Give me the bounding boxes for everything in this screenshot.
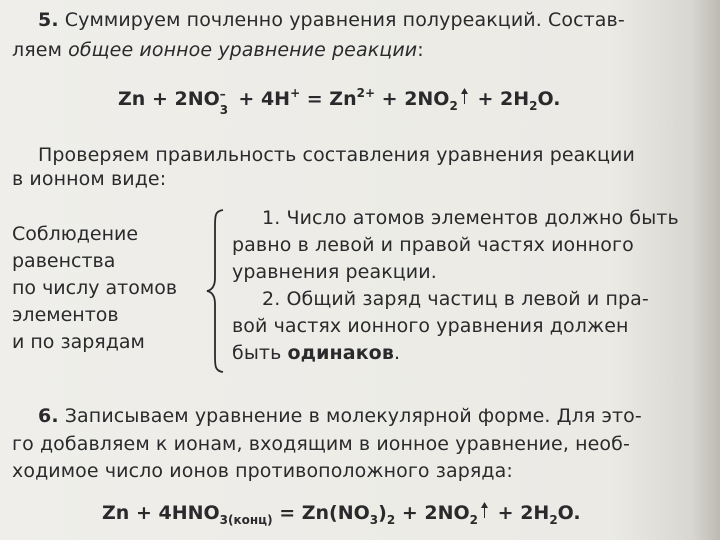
step6-line2: го добавляем к ионам, входящим в ионное уравнение, необ- [12, 433, 630, 455]
criteria-line: Соблюдение [12, 223, 139, 245]
rule2-line3 [232, 341, 400, 365]
eq2-plus: + [497, 502, 514, 524]
eq1-zn-charge: 2+ [356, 86, 376, 100]
eq2-h2o-subscript: 2 [549, 513, 558, 527]
eq2-h2o: 2H [520, 502, 550, 524]
eq2-no2: 2NO [424, 502, 470, 524]
criteria-line: элементов [12, 304, 119, 326]
eq1-no2-subscript: 2 [449, 99, 458, 113]
rule2-text-bold: одинаков [287, 342, 394, 364]
rule1-line2: равно в левой и правой частях ионного [232, 234, 634, 256]
eq2-plus: + [135, 502, 152, 524]
rule2-line2: вой частях ионного уравнения должен [232, 315, 629, 337]
eq1-no3-subscript: 3 [219, 103, 229, 117]
rule1-line1: 1. Число атомов элементов должно быть [262, 207, 679, 229]
criteria-line: по числу атомов [12, 277, 178, 299]
ionic-equation [118, 86, 561, 117]
check-line2: в ионном виде: [12, 168, 167, 190]
criteria-line: и по зарядам [12, 331, 145, 353]
eq2-salt-subscript: 3 [369, 513, 379, 527]
step5-text2-italic: общее ионное уравнение реакции [68, 39, 418, 61]
eq2-salt-close: ) [378, 502, 387, 524]
rule2-text-prefix: быть [232, 342, 288, 364]
eq1-h2o: 2H [500, 88, 530, 110]
eq1-h: 4H [260, 88, 291, 110]
eq1-plus: + [151, 88, 168, 110]
eq1-plus: + [381, 88, 398, 110]
eq2-zn: Zn [102, 502, 130, 524]
eq1-no3: 2NO [174, 88, 220, 110]
eq1-h2o-end: O. [537, 88, 561, 110]
step6-line3: ходимое число ионов противоположного заряда: [12, 460, 513, 482]
criteria-label [12, 221, 177, 356]
gas-arrow-icon [460, 87, 469, 105]
step5-line2 [12, 38, 424, 62]
step5-text1: Суммируем почленно уравнения полуреакций. Состав- [64, 9, 625, 31]
eq2-plus: + [401, 502, 418, 524]
eq1-plus: + [238, 88, 255, 110]
molecular-equation [102, 500, 581, 526]
eq1-plus: + [477, 88, 494, 110]
eq2-hno3: 4HNO [158, 502, 220, 524]
criteria-line: равенства [12, 250, 116, 272]
rule1-line3: уравнения реакции. [232, 261, 437, 283]
eq1-no3-indices [219, 87, 232, 117]
step6-line1 [38, 404, 642, 428]
eq1-h2o-subscript: 2 [529, 99, 538, 113]
step6-number: 6. [38, 405, 59, 427]
eq1-h-charge: + [290, 86, 301, 100]
eq2-salt-subscript2: 2 [386, 513, 396, 527]
eq1-zn-ion: Zn [329, 88, 357, 110]
step5-line1 [38, 8, 625, 32]
step5-text2-prefix: ляем [12, 39, 69, 61]
eq1-zn: Zn [118, 88, 146, 110]
eq1-no2: 2NO [404, 88, 450, 110]
eq2-equals: = [279, 502, 296, 524]
eq2-salt: Zn(NO [301, 502, 370, 524]
curly-brace-icon [205, 208, 227, 374]
check-line1: Проверяем правильность составления уравнения реакции [38, 144, 635, 166]
rule2-line1: 2. Общий заряд частиц в левой и пра- [262, 288, 649, 310]
step5-number: 5. [38, 9, 59, 31]
eq1-equals: = [306, 88, 323, 110]
step5-text2-suffix: : [417, 39, 424, 61]
eq1-no3-charge: – [219, 87, 226, 101]
rule2-text-suffix: . [393, 342, 401, 364]
eq2-h2o-end: O. [557, 502, 581, 524]
gas-arrow-icon [480, 501, 489, 519]
eq2-hno3-subscript: 3(конц) [219, 513, 273, 527]
eq2-no2-subscript: 2 [469, 513, 479, 527]
step6-text1: Записываем уравнение в молекулярной форме. Для это- [64, 405, 642, 427]
